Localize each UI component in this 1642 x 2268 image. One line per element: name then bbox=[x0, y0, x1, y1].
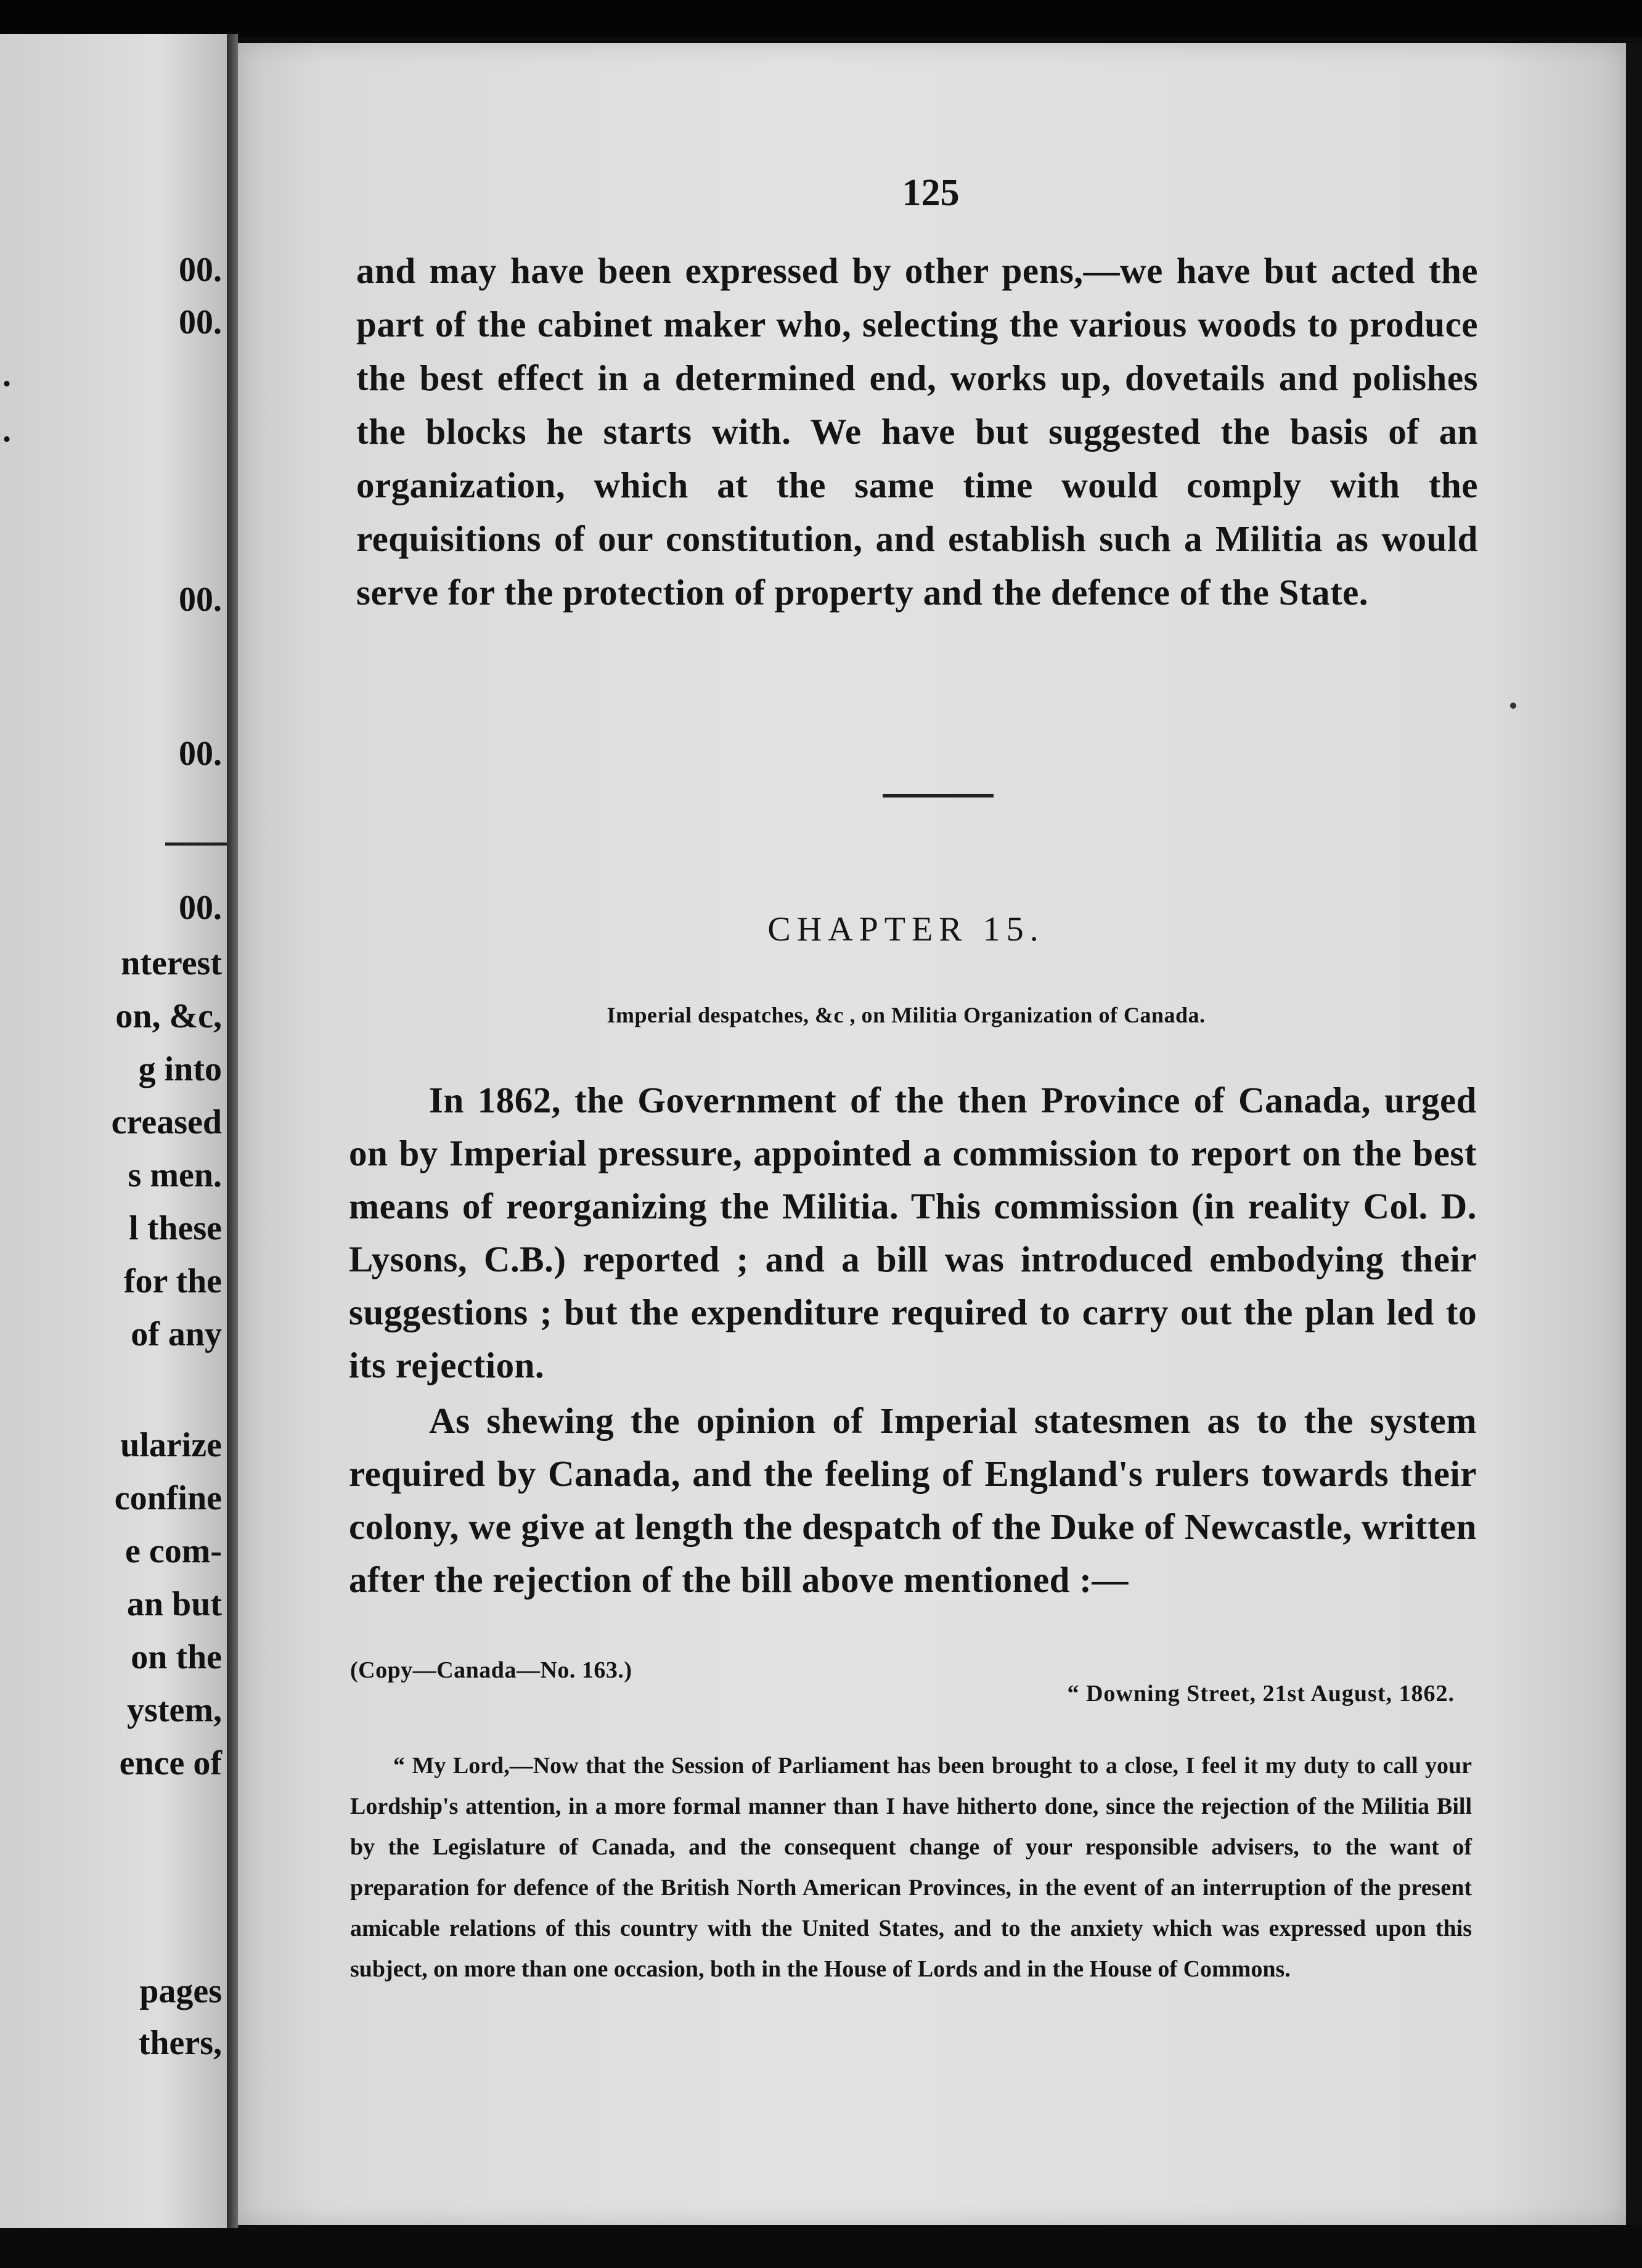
body-paragraph: In 1862, the Government of the then Province of Canada, urged on by Imperial pressure, appointed a commission to report on the best means of reorganizing the Militia. This commission (in reality Col. D. Lysons, C.B.) reported ; and a bill was introduced embodying their suggestions ; but the expenditure required to carry out the plan led to its rejection. bbox=[349, 1080, 1477, 1385]
left-fragment: pages bbox=[139, 1972, 222, 2010]
left-fragment: on the bbox=[131, 1638, 222, 1676]
left-fragment: for the bbox=[123, 1262, 222, 1300]
left-fragment: e com- bbox=[125, 1532, 222, 1570]
left-fragment: g into bbox=[138, 1050, 222, 1088]
left-divider-rule bbox=[165, 842, 227, 846]
section-divider-rule bbox=[883, 794, 994, 797]
left-fragment: . bbox=[2, 356, 11, 394]
book-gutter bbox=[227, 34, 238, 2228]
left-fragment: 00. bbox=[179, 251, 222, 289]
body-paragraph: As shewing the opinion of Imperial statesmen as to the system required by Canada, and the feeling of England's rulers towards their colony, we give at length the despatch of the Duke of Newcastle, written after the rejection of the bill above mentioned :— bbox=[349, 1400, 1477, 1600]
chapter-heading: CHAPTER 15. bbox=[767, 910, 1045, 948]
despatch-letter-text: “ My Lord,—Now that the Session of Parliament has been brought to a close, I feel it my duty to call your Lordship's attention, in a more formal manner than I have hitherto done, since the rejection of the Militia Bill by the Legislature of Canada, and the consequent change of your responsible advisers, to the want of preparation for defence of the British North American Provinces, in the event of an interruption of the present amicable relations of this country with the United States, and to the anxiety which was expressed upon this subject, on more than one occasion, both in the House of Lords and in the House of Commons. bbox=[350, 1753, 1472, 1982]
chapter-subtitle: Imperial despatches, &c , on Militia Organization of Canada. bbox=[607, 1003, 1206, 1027]
continued-paragraph: and may have been expressed by other pens,—we have but acted the part of the cabinet maker who, selecting the various woods to produce the best effect in a determined end, works up, dovetails and polishes the blocks he starts with. We have but suggested the basis of an organization, which at the same time would comply with the requisitions of our constitution, and establish such a Militia as would serve for the protection of property and the defence of the State. bbox=[356, 250, 1478, 613]
left-fragment: confine bbox=[114, 1479, 222, 1517]
left-fragment: ence of bbox=[119, 1744, 222, 1782]
left-fragment: of any bbox=[131, 1315, 222, 1353]
left-fragment: . bbox=[2, 411, 11, 449]
left-fragment: s men. bbox=[128, 1156, 222, 1194]
left-fragment: 00. bbox=[179, 735, 222, 773]
left-fragment: creased bbox=[111, 1103, 222, 1141]
left-fragment: 00. bbox=[179, 303, 222, 341]
page-number: 125 bbox=[902, 172, 960, 214]
letter-dateline: “ Downing Street, 21st August, 1862. bbox=[1067, 1681, 1455, 1707]
scan-top-edge bbox=[0, 0, 1642, 37]
left-fragment: thers, bbox=[138, 2024, 222, 2062]
left-fragment: an but bbox=[126, 1585, 222, 1623]
copy-reference: (Copy—Canada—No. 163.) bbox=[350, 1657, 632, 1683]
left-fragment: l these bbox=[129, 1209, 222, 1247]
left-fragment: nterest bbox=[121, 944, 222, 982]
left-fragment: 00. bbox=[179, 581, 222, 619]
left-fragment: on, &c, bbox=[115, 997, 222, 1035]
left-fragment: 00. bbox=[179, 889, 222, 927]
facing-page-fragment bbox=[0, 34, 227, 2228]
left-fragment: ularize bbox=[120, 1426, 222, 1464]
left-fragment: ystem, bbox=[127, 1691, 222, 1729]
scan-speck bbox=[1510, 703, 1516, 709]
scan-right-edge bbox=[1626, 43, 1642, 2225]
